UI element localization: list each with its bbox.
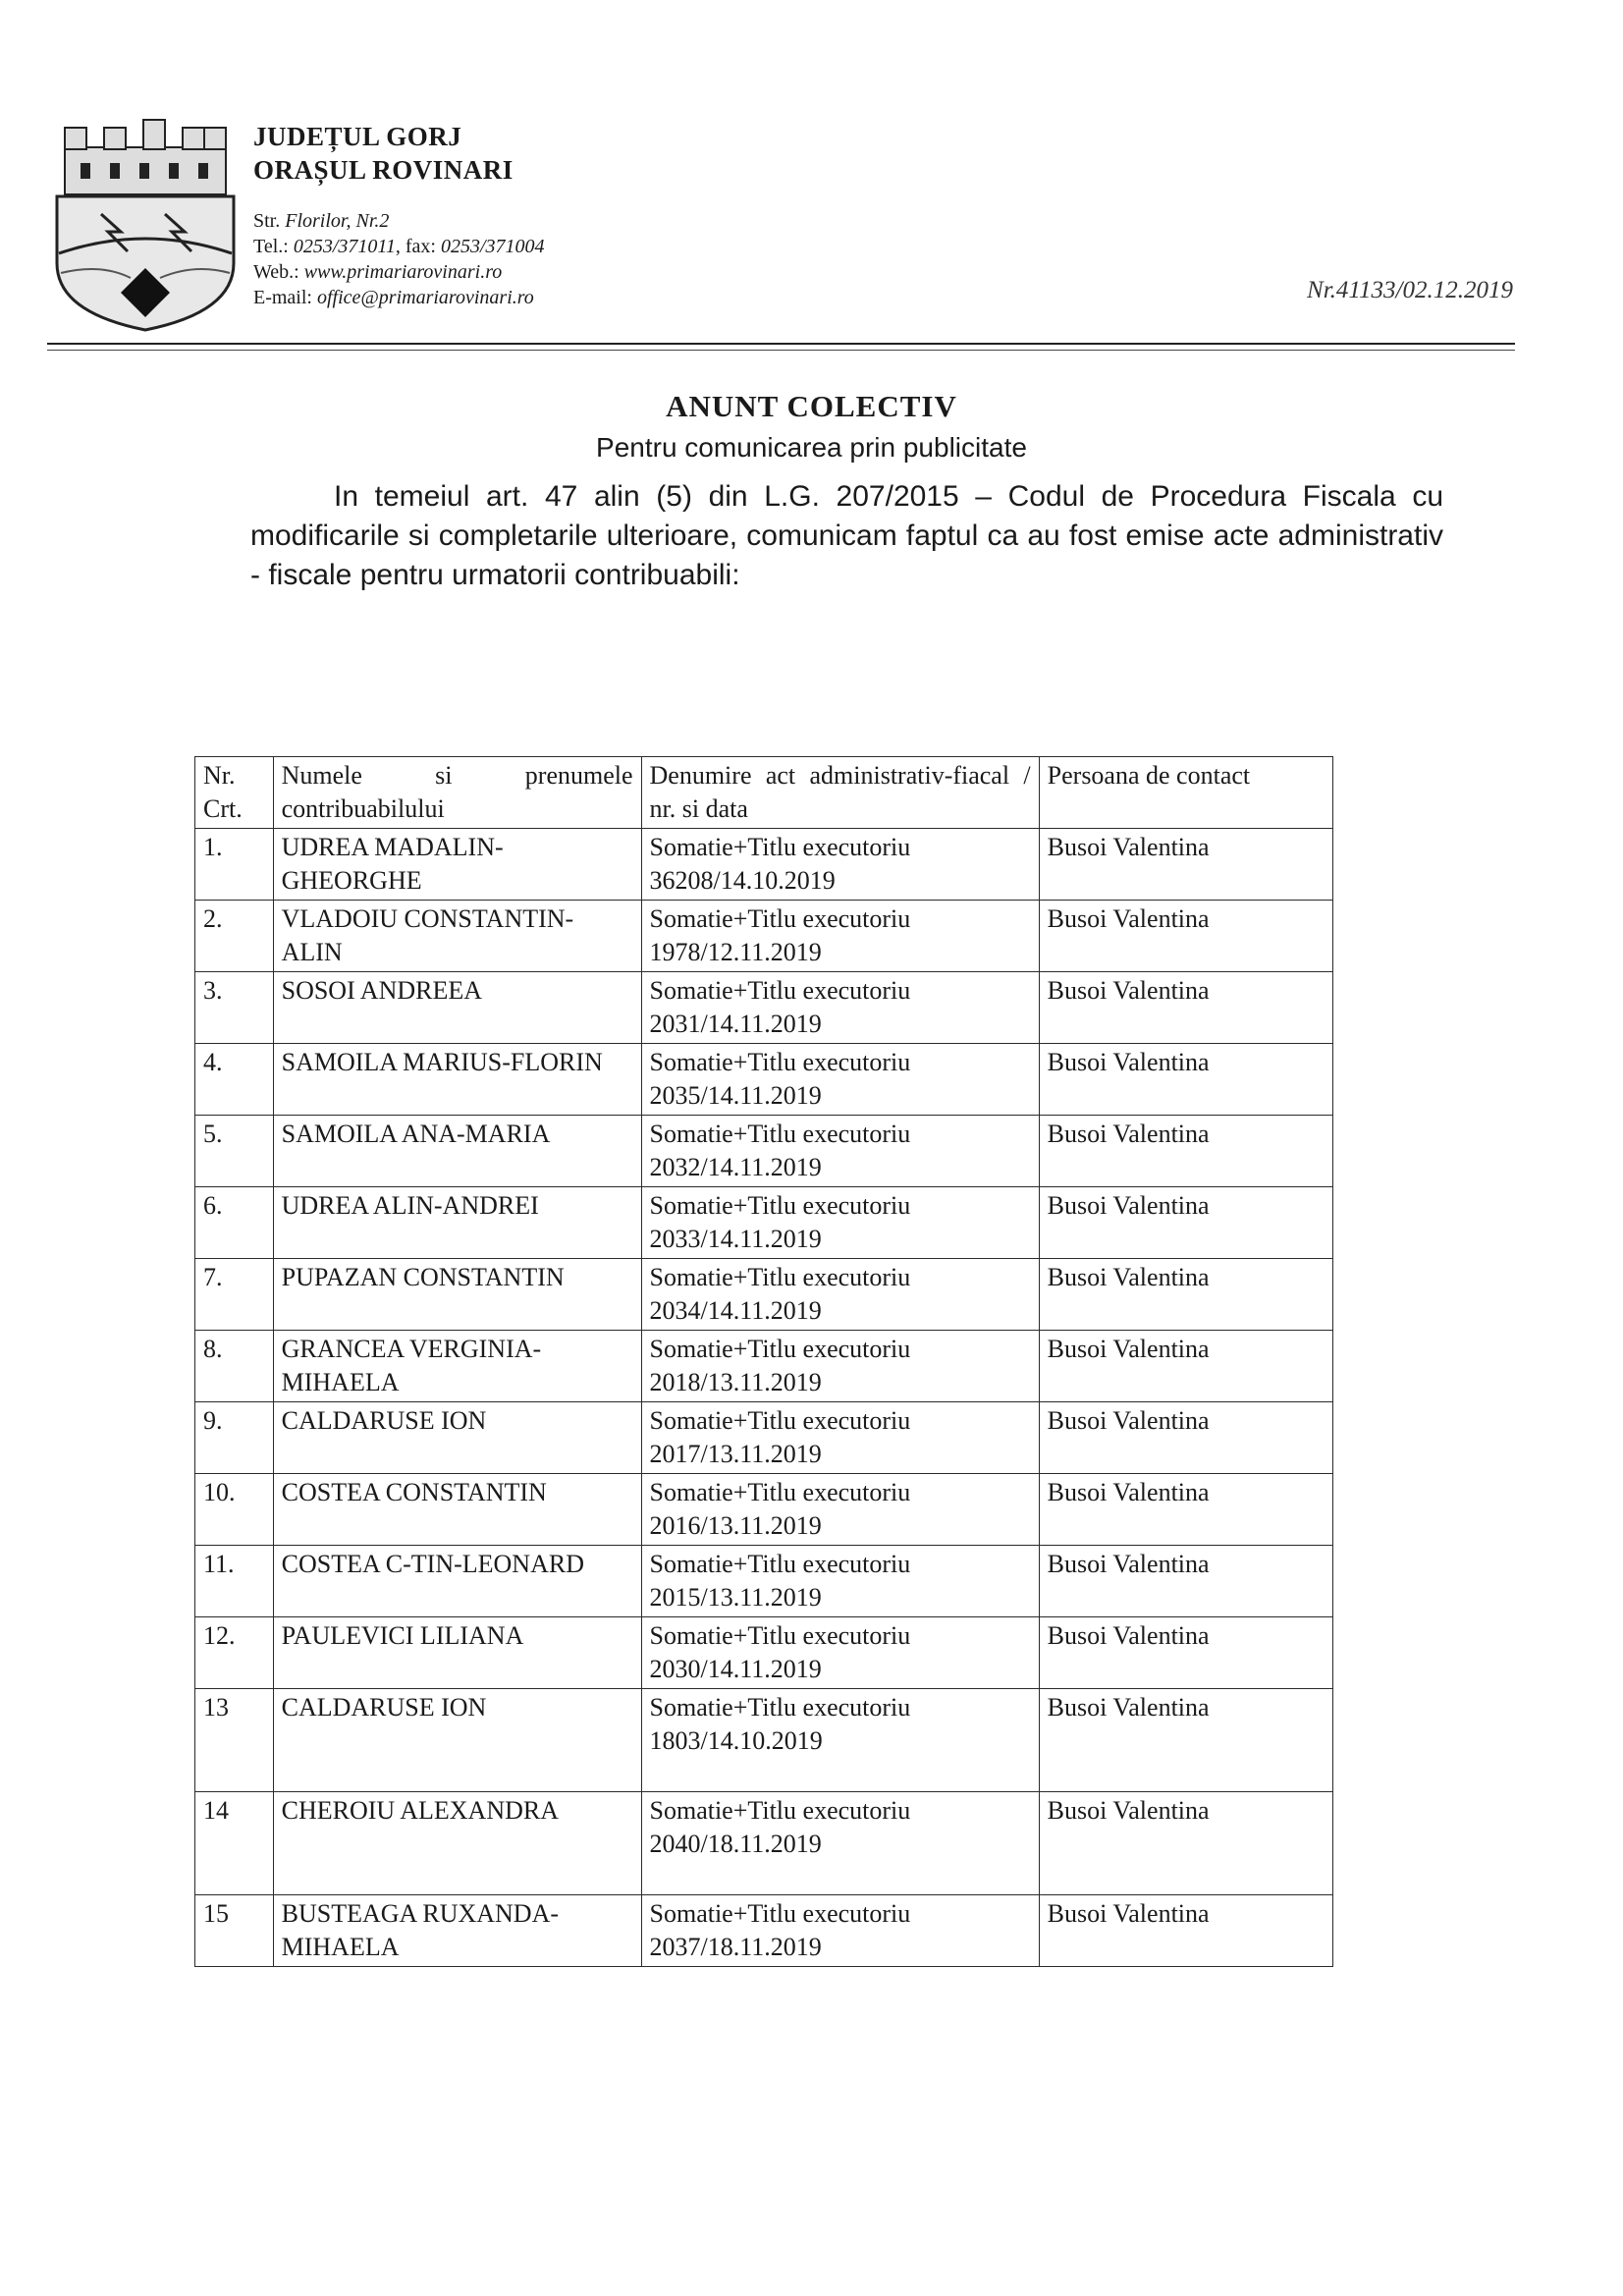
cell-nr: 6. [195,1187,274,1259]
cell-nr: 14 [195,1792,274,1895]
cell-nr: 1. [195,829,274,901]
table-row [195,1689,1333,1792]
cell-name: COSTEA C-TIN-LEONARD [273,1546,641,1617]
cell-act: Somatie+Titlu executoriu 2018/13.11.2019 [641,1331,1039,1402]
cell-act: Somatie+Titlu executoriu 2033/14.11.2019 [641,1187,1039,1259]
cell-name: CHEROIU ALEXANDRA [273,1792,641,1895]
table-row [195,1792,1333,1895]
cell-contact: Busoi Valentina [1039,1792,1332,1895]
email-link[interactable]: office@primariarovinari.ro [316,287,534,308]
cell-name: PAULEVICI LILIANA [273,1617,641,1689]
web-link[interactable]: www.primariarovinari.ro [303,261,503,283]
table-row [195,972,1333,1044]
cell-name: GRANCEA VERGINIA-MIHAELA [273,1331,641,1402]
page-title: ANUNT COLECTIV [666,389,957,423]
cell-act: Somatie+Titlu executoriu 2040/18.11.2019 [641,1792,1039,1895]
cell-nr: 10. [195,1474,274,1546]
cell-act: Somatie+Titlu executoriu 36208/14.10.2019 [641,829,1039,901]
cell-contact: Busoi Valentina [1039,1259,1332,1331]
cell-act: Somatie+Titlu executoriu 2015/13.11.2019 [641,1546,1039,1617]
cell-contact: Busoi Valentina [1039,1044,1332,1116]
cell-contact: Busoi Valentina [1039,1546,1332,1617]
cell-name: COSTEA CONSTANTIN [273,1474,641,1546]
cell-act: Somatie+Titlu executoriu 2032/14.11.2019 [641,1116,1039,1187]
coat-of-arms-icon [47,106,243,332]
header-name: Numele si prenumele contribuabilului [273,757,641,829]
table-row [195,1402,1333,1474]
cell-nr: 15 [195,1895,274,1967]
cell-act: Somatie+Titlu executoriu 2037/18.11.2019 [641,1895,1039,1967]
cell-nr: 13 [195,1689,274,1792]
cell-name: VLADOIU CONSTANTIN-ALIN [273,901,641,972]
web-line: Web.: www.primariarovinari.ro [253,261,503,283]
header-act: Denumire act administrativ-fiacal / nr. si data [641,757,1039,829]
header-divider-thin [47,350,1515,351]
header-divider [47,343,1515,345]
cell-contact: Busoi Valentina [1039,1474,1332,1546]
cell-name: PUPAZAN CONSTANTIN [273,1259,641,1331]
table-row [195,1546,1333,1617]
page-subtitle: Pentru comunicarea prin publicitate [596,432,1027,463]
cell-contact: Busoi Valentina [1039,1331,1332,1402]
cell-act: Somatie+Titlu executoriu 1978/12.11.2019 [641,901,1039,972]
cell-act: Somatie+Titlu executoriu 2035/14.11.2019 [641,1044,1039,1116]
table-row [195,1259,1333,1331]
table-row [195,1895,1333,1967]
contact-block [253,208,545,310]
header-nr: Nr. Crt. [195,757,274,829]
table-header-row [195,757,1333,829]
town-name: ORAȘUL ROVINARI [253,155,514,185]
cell-act: Somatie+Titlu executoriu 2016/13.11.2019 [641,1474,1039,1546]
email-line: E-mail: office@primariarovinari.ro [253,287,534,308]
cell-nr: 7. [195,1259,274,1331]
intro-paragraph: In temeiul art. 47 alin (5) din L.G. 207/2015 – Codul de Procedura Fiscala cu modificarile si completarile ulterioare, comunicam faptul ca au fost emise acte administrativ - fiscale pentru urmatorii contribuabili: [250,480,1443,591]
cell-contact: Busoi Valentina [1039,1116,1332,1187]
cell-contact: Busoi Valentina [1039,829,1332,901]
cell-contact: Busoi Valentina [1039,1187,1332,1259]
table-row [195,1617,1333,1689]
phone-line: Tel.: 0253/371011, fax: 0253/371004 [253,236,545,257]
cell-name: CALDARUSE ION [273,1402,641,1474]
document-number: Nr.41133/02.12.2019 [1307,277,1513,303]
cell-name: CALDARUSE ION [273,1689,641,1792]
table-row [195,1044,1333,1116]
cell-contact: Busoi Valentina [1039,1402,1332,1474]
cell-nr: 2. [195,901,274,972]
cell-nr: 12. [195,1617,274,1689]
cell-contact: Busoi Valentina [1039,1617,1332,1689]
cell-name: SAMOILA ANA-MARIA [273,1116,641,1187]
table-row [195,901,1333,972]
cell-name: UDREA ALIN-ANDREI [273,1187,641,1259]
institution-header [253,120,514,187]
address-line: Str. Florilor, Nr.2 [253,210,390,232]
cell-name: SOSOI ANDREEA [273,972,641,1044]
cell-nr: 8. [195,1331,274,1402]
cell-act: Somatie+Titlu executoriu 2017/13.11.2019 [641,1402,1039,1474]
table-row [195,1331,1333,1402]
cell-nr: 5. [195,1116,274,1187]
cell-contact: Busoi Valentina [1039,1895,1332,1967]
contributors-table [194,756,1333,1967]
cell-name: BUSTEAGA RUXANDA-MIHAELA [273,1895,641,1967]
cell-act: Somatie+Titlu executoriu 2031/14.11.2019 [641,972,1039,1044]
table-row [195,829,1333,901]
table-row [195,1474,1333,1546]
header-contact: Persoana de contact [1039,757,1332,829]
cell-act: Somatie+Titlu executoriu 2034/14.11.2019 [641,1259,1039,1331]
cell-act: Somatie+Titlu executoriu 1803/14.10.2019 [641,1689,1039,1792]
cell-nr: 11. [195,1546,274,1617]
cell-act: Somatie+Titlu executoriu 2030/14.11.2019 [641,1617,1039,1689]
table-row [195,1116,1333,1187]
cell-name: SAMOILA MARIUS-FLORIN [273,1044,641,1116]
cell-contact: Busoi Valentina [1039,1689,1332,1792]
cell-contact: Busoi Valentina [1039,901,1332,972]
cell-nr: 3. [195,972,274,1044]
cell-nr: 4. [195,1044,274,1116]
cell-name: UDREA MADALIN-GHEORGHE [273,829,641,901]
table-row [195,1187,1333,1259]
county-name: JUDEȚUL GORJ [253,122,462,151]
cell-contact: Busoi Valentina [1039,972,1332,1044]
cell-nr: 9. [195,1402,274,1474]
